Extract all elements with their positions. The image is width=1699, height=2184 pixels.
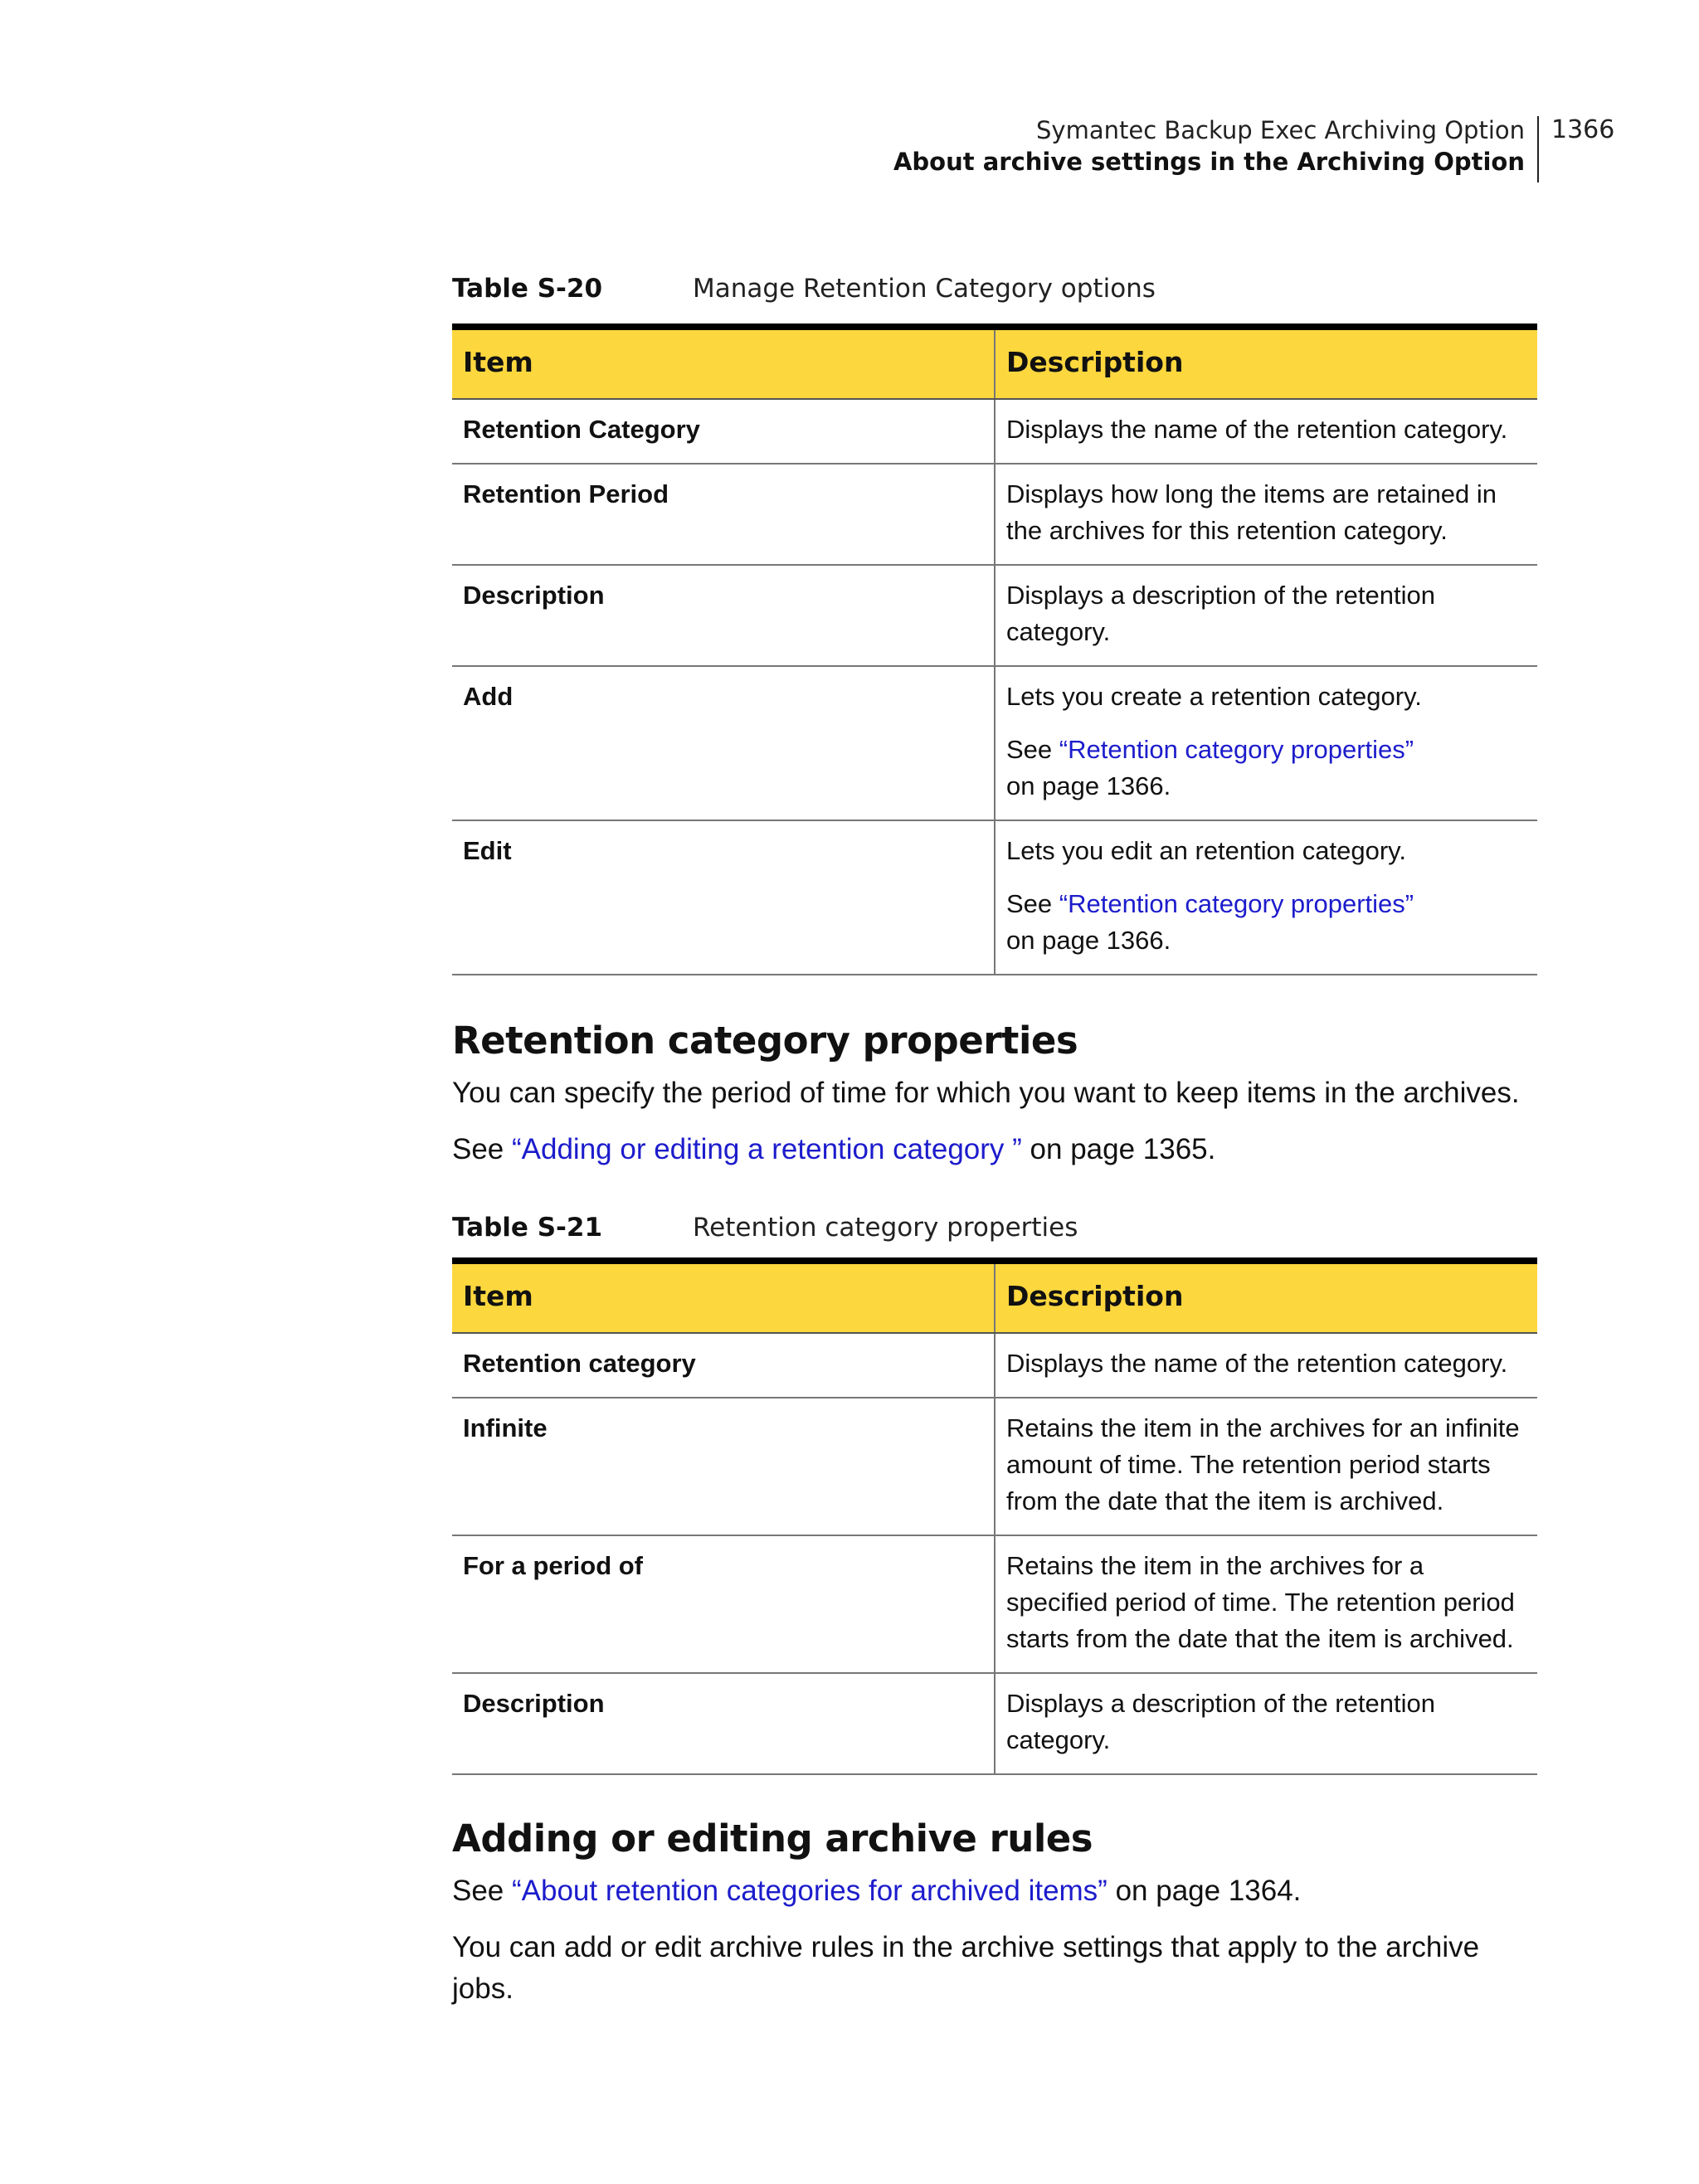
column-header-item: Item xyxy=(452,1261,995,1333)
column-header-description: Description xyxy=(995,1261,1537,1333)
row-description: Displays the name of the retention category. xyxy=(995,1333,1537,1398)
row-description xyxy=(995,565,1537,666)
retention-category-properties-link[interactable]: “Retention category properties” xyxy=(1059,889,1414,918)
section-intro: You can specify the period of time for which you want to keep items in the archives. xyxy=(452,1077,1520,1109)
row-item: Description xyxy=(452,565,995,666)
row-item: Retention Category xyxy=(452,399,995,464)
running-header xyxy=(893,114,1525,178)
row-item: Add xyxy=(452,666,995,820)
description-text: Displays a description of the retention category. xyxy=(1006,581,1435,646)
description-text: Displays the name of the retention category. xyxy=(1006,415,1508,444)
description-text: Displays how long the items are retained in the archives for this retention category. xyxy=(1006,479,1497,545)
row-description xyxy=(995,399,1537,464)
table-s20-block xyxy=(452,264,1537,975)
table-header-row xyxy=(452,1261,1537,1333)
see-prefix: See xyxy=(1006,889,1059,918)
table-s21-block xyxy=(452,1203,1537,1775)
table-row xyxy=(452,399,1537,464)
adding-editing-retention-category-link[interactable]: “Adding or editing a retention category ” xyxy=(512,1133,1022,1165)
see-prefix: See xyxy=(452,1133,512,1165)
cross-reference xyxy=(452,1870,1537,1912)
manage-retention-category-table xyxy=(452,323,1537,975)
table-row xyxy=(452,1333,1537,1398)
table-row xyxy=(452,565,1537,666)
row-description xyxy=(995,666,1537,820)
header-divider xyxy=(1537,116,1539,182)
section-heading: Adding or editing archive rules xyxy=(452,1817,1093,1861)
table-row xyxy=(452,1535,1537,1673)
column-header-item: Item xyxy=(452,327,995,399)
cross-reference xyxy=(1006,732,1526,805)
see-prefix: See xyxy=(1006,735,1059,764)
row-item: Edit xyxy=(452,820,995,975)
cross-reference xyxy=(452,1129,1537,1170)
row-description xyxy=(995,464,1537,565)
retention-category-properties-section xyxy=(452,1016,1537,1170)
description-text: Lets you edit an retention category. xyxy=(1006,836,1406,865)
table-row xyxy=(452,820,1537,975)
table-number: Table S-21 xyxy=(452,1213,603,1243)
see-suffix: on page 1365. xyxy=(1021,1133,1216,1165)
see-prefix: See xyxy=(452,1875,512,1907)
table-row xyxy=(452,464,1537,565)
table-row xyxy=(452,1673,1537,1774)
section-paragraph: You can add or edit archive rules in the archive settings that apply to the archive jobs. xyxy=(452,1931,1480,2005)
page-number: 1366 xyxy=(1551,115,1615,144)
table-title: Manage Retention Category options xyxy=(693,274,1156,304)
cross-reference xyxy=(1006,886,1526,959)
row-item: Infinite xyxy=(452,1398,995,1535)
description-text: Lets you create a retention category. xyxy=(1006,682,1422,711)
table-header-row xyxy=(452,327,1537,399)
row-description: Retains the item in the archives for a specified period of time. The retention period starts from the date that the item is archived. xyxy=(995,1535,1537,1673)
table-row xyxy=(452,666,1537,820)
book-title: Symantec Backup Exec Archiving Option xyxy=(1036,116,1525,144)
row-item: Retention Period xyxy=(452,464,995,565)
see-suffix: on page 1366. xyxy=(1006,771,1171,800)
row-description xyxy=(995,820,1537,975)
see-suffix: on page 1366. xyxy=(1006,926,1171,955)
table-caption xyxy=(452,264,1537,304)
row-description: Retains the item in the archives for an infinite amount of time. The retention period starts from the date that the item is archived. xyxy=(995,1398,1537,1535)
table-caption xyxy=(452,1203,1537,1243)
column-header-description: Description xyxy=(995,327,1537,399)
table-number: Table S-20 xyxy=(452,274,603,304)
adding-editing-archive-rules-section xyxy=(452,1814,1537,2010)
row-description: Displays a description of the retention category. xyxy=(995,1673,1537,1774)
see-suffix: on page 1364. xyxy=(1107,1875,1302,1907)
section-title: About archive settings in the Archiving Option xyxy=(893,148,1525,176)
retention-category-properties-link[interactable]: “Retention category properties” xyxy=(1059,735,1414,764)
row-item: Description xyxy=(452,1673,995,1774)
about-retention-categories-link[interactable]: “About retention categories for archived items” xyxy=(512,1875,1108,1907)
row-item: Retention category xyxy=(452,1333,995,1398)
section-heading: Retention category properties xyxy=(452,1019,1078,1063)
row-item: For a period of xyxy=(452,1535,995,1673)
table-row xyxy=(452,1398,1537,1535)
table-title: Retention category properties xyxy=(693,1213,1078,1243)
retention-category-properties-table xyxy=(452,1257,1537,1775)
